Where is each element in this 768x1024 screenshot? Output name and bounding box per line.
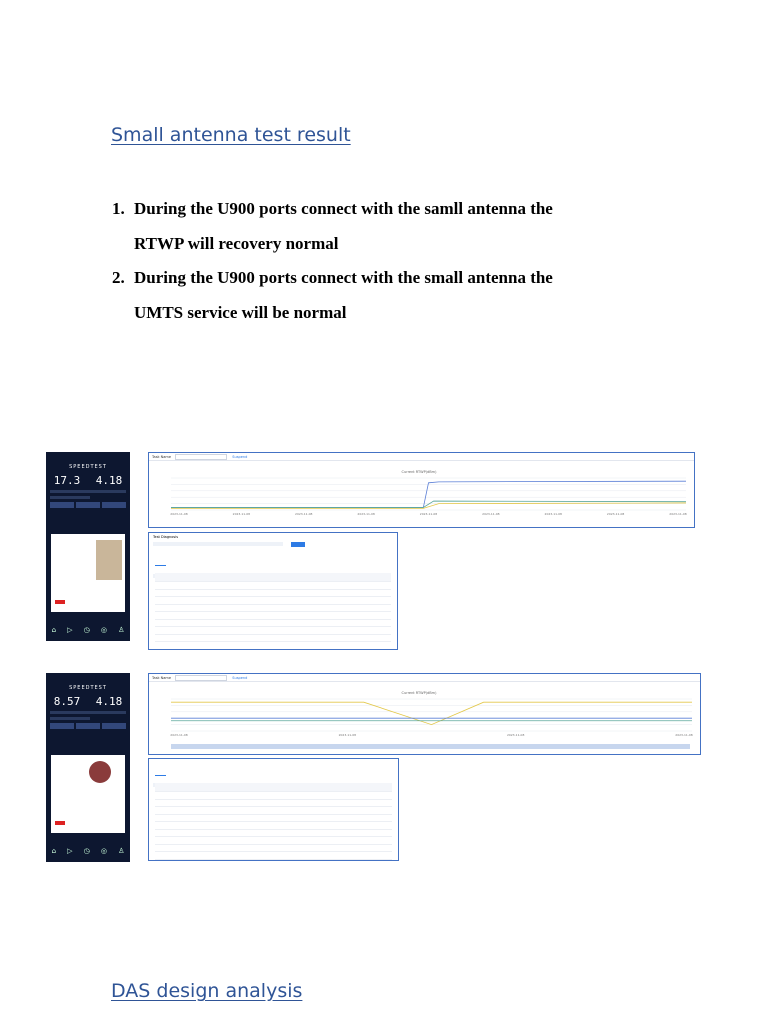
finding-text-line: UMTS service will be normal (134, 302, 347, 322)
phone-ad-banner (51, 534, 125, 612)
download-speed: 17.3 (53, 474, 81, 487)
section-heading-das-design: DAS design analysis (111, 980, 303, 1002)
rtwp-line-chart (149, 468, 695, 528)
suspend-link: Suspend (232, 676, 248, 680)
x-tick-label: 2023-11-08 (675, 733, 693, 737)
task-name-label: Task Name (152, 455, 171, 459)
chart-scrollbar (171, 744, 690, 749)
x-tick-label: 2023-11-08 (506, 733, 525, 737)
diagnosis-table-window (148, 758, 399, 861)
chart-axis-title: Current RTWP(dBm) (401, 691, 437, 695)
speedtest-phone-screenshot (46, 452, 130, 641)
nav-play-icon: ▷ (67, 626, 73, 634)
finding-text-line: During the U900 ports connect with the samll antenna the (134, 199, 553, 218)
speed-readout (46, 474, 130, 487)
ad-button (55, 821, 65, 825)
nav-clock-icon: ◷ (83, 847, 90, 855)
nav-home-icon: ⌂ (51, 847, 57, 855)
download-speed: 8.57 (53, 695, 81, 708)
task-name-select (175, 675, 227, 681)
task-name-select (175, 454, 227, 460)
product-image (96, 540, 122, 580)
x-tick-label: 2023-11-08 (419, 512, 438, 516)
finding-number: 2. (112, 268, 125, 287)
phone-status-bar (46, 452, 130, 462)
phone-option-buttons (50, 502, 126, 508)
diagnosis-table-window (148, 532, 398, 650)
nav-globe-icon: ◎ (100, 626, 107, 634)
finding-item (112, 261, 632, 330)
diagnosis-table-rows (155, 783, 392, 861)
speedtest-brand: SPEEDTEST (69, 685, 107, 691)
section-heading-small-antenna: Small antenna test result (111, 124, 351, 146)
x-tick-label: 2023-11-08 (232, 512, 251, 516)
nav-user-icon: ♙ (118, 847, 125, 855)
x-tick-label: 2023-11-08 (170, 733, 188, 737)
x-tick-label: 2023-11-08 (357, 512, 375, 516)
phone-nav-bar (46, 840, 130, 862)
chart-toolbar (149, 674, 700, 682)
upload-speed: 4.18 (95, 474, 123, 487)
speed-readout (46, 695, 130, 708)
finding-text-line: RTWP will recovery normal (134, 233, 339, 253)
finding-item (112, 192, 632, 261)
rtwp-chart-window (148, 673, 701, 755)
table-window-title: Test Diagnosis (153, 535, 179, 539)
nav-user-icon: ♙ (118, 626, 125, 634)
product-image (89, 761, 111, 783)
x-tick-label: 2023-11-08 (544, 512, 562, 516)
finding-text-line: During the U900 ports connect with the small antenna the (134, 268, 553, 287)
x-tick-label: 2023-11-08 (338, 733, 357, 737)
speedtest-phone-screenshot (46, 673, 130, 862)
speedtest-brand: SPEEDTEST (69, 464, 107, 470)
nav-home-icon: ⌂ (51, 626, 57, 634)
phone-option-buttons (50, 723, 126, 729)
phone-status-bar (46, 673, 130, 683)
table-tab (155, 771, 166, 776)
upload-speed: 4.18 (95, 695, 123, 708)
chart-axis-title: Current RTWP(dBm) (401, 470, 437, 474)
nav-globe-icon: ◎ (100, 847, 107, 855)
phone-ad-banner (51, 755, 125, 833)
x-tick-label: 2023-11-08 (482, 512, 500, 516)
findings-list (112, 192, 632, 330)
ad-button (55, 600, 65, 604)
query-button (291, 542, 305, 547)
rtwp-line-chart (149, 689, 701, 749)
nav-clock-icon: ◷ (83, 626, 90, 634)
phone-nav-bar (46, 619, 130, 641)
rtwp-chart-window (148, 452, 695, 528)
nav-play-icon: ▷ (67, 847, 73, 855)
x-tick-label: 2023-11-08 (170, 512, 188, 516)
task-name-label: Task Name (152, 676, 171, 680)
x-tick-label: 2023-11-08 (295, 512, 313, 516)
table-tab (155, 561, 166, 566)
chart-legend (149, 461, 694, 468)
finding-number: 1. (112, 199, 125, 218)
chart-toolbar (149, 453, 694, 461)
x-tick-label: 2023-11-08 (606, 512, 625, 516)
x-tick-label: 2023-11-08 (669, 512, 687, 516)
diagnosis-table-rows (155, 573, 391, 650)
suspend-link: Suspend (232, 455, 248, 459)
chart-legend (149, 682, 700, 689)
